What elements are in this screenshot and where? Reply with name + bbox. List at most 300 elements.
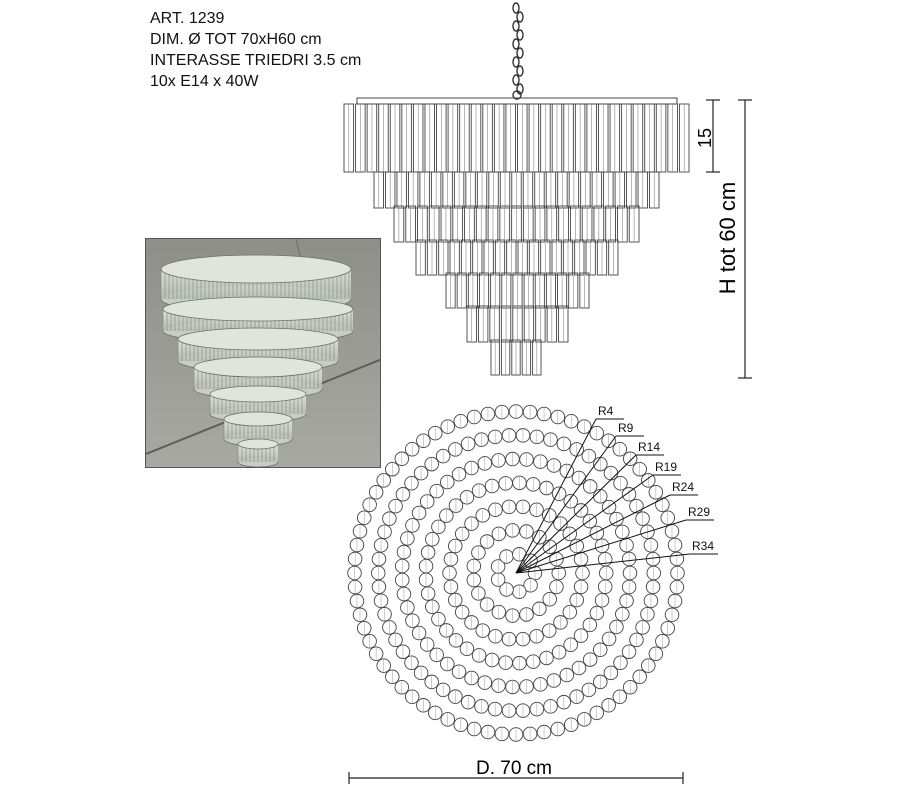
crystal-prism	[536, 306, 545, 342]
crystal-ring-element	[590, 706, 604, 720]
crystal-prism	[638, 172, 647, 208]
radius-label: R29	[688, 505, 711, 519]
diameter-dimension	[349, 772, 683, 784]
crystal-ring-element	[467, 722, 481, 736]
crystal-ring-element	[547, 459, 561, 473]
crystal-ring-element	[542, 624, 556, 638]
crystal-ring-element	[530, 629, 544, 643]
crystal-prism	[524, 306, 533, 342]
crystal-ring-element	[512, 547, 526, 561]
crystal-ring-element	[502, 632, 516, 646]
crystal-ring-element	[614, 476, 628, 490]
crystal-ring-element	[509, 405, 523, 419]
crystal-ring-element	[577, 713, 591, 727]
crystal-ring-element	[491, 560, 505, 574]
crystal-prism	[483, 104, 493, 172]
crystal-ring-element	[472, 484, 486, 498]
crystal-ring-element	[444, 552, 458, 566]
crystal-ring-element	[610, 620, 624, 634]
crystal-prism	[606, 206, 616, 242]
crystal-ring-element	[378, 525, 392, 539]
crystal-ring-element	[378, 607, 392, 621]
crystal-ring-element	[595, 593, 609, 607]
crystal-ring-element	[444, 580, 458, 594]
crystal-ring-element	[389, 499, 403, 513]
crystal-ring-element	[602, 698, 616, 712]
crystal-ring-element	[472, 546, 486, 560]
crystal-ring-element	[476, 624, 490, 638]
crystal-ring-element	[472, 649, 486, 663]
crystal-ring-element	[506, 524, 520, 538]
crystal-ring-element	[412, 626, 426, 640]
crystal-ring-element	[616, 607, 630, 621]
crystal-ring-element	[440, 475, 454, 489]
crystal-ring-element	[576, 566, 590, 580]
crystal-ring-element	[357, 621, 371, 635]
crystal-ring-element	[425, 600, 439, 614]
crystal-ring-element	[668, 594, 682, 608]
crystal-ring-element	[406, 519, 420, 533]
crystal-prism	[500, 172, 509, 208]
crystal-ring-element	[414, 466, 428, 480]
crystal-prism	[429, 206, 439, 242]
crystal-prism	[441, 206, 451, 242]
crystal-prism	[622, 104, 632, 172]
crystal-ring-element	[506, 452, 520, 466]
crystal-ring-element	[475, 433, 489, 447]
crystal-ring-element	[499, 656, 513, 670]
crystal-prism	[594, 206, 604, 242]
crystal-prism	[501, 306, 510, 342]
crystal-prism	[344, 104, 354, 172]
crystal-prism	[668, 104, 678, 172]
crystal-ring-element	[590, 426, 604, 440]
crystal-ring-element	[475, 700, 489, 714]
crystal-prism	[416, 240, 425, 275]
crystal-ring-element	[421, 587, 435, 601]
crystal-prism	[467, 306, 476, 342]
crystal-ring-element	[665, 608, 679, 622]
crystal-ring-element	[542, 509, 556, 523]
crystal-prism	[477, 172, 486, 208]
crystal-ring-element	[372, 552, 386, 566]
crystal-ring-element	[577, 420, 591, 434]
crystal-ring-element	[513, 656, 527, 670]
radius-label: R34	[692, 539, 715, 553]
crystal-ring-element	[560, 464, 574, 478]
crystal-ring-element	[449, 499, 463, 513]
crystal-ring-element	[544, 433, 558, 447]
crystal-ring-element	[449, 443, 463, 457]
crystal-ring-element	[369, 485, 383, 499]
crystal-ring-element	[620, 538, 634, 552]
crystal-prism	[633, 104, 643, 172]
crystal-ring-element	[623, 680, 637, 694]
crystal-ring-element	[610, 512, 624, 526]
plan-view	[348, 405, 685, 742]
crystal-prism	[546, 172, 555, 208]
crystal-ring-element	[454, 414, 468, 428]
crystal-ring-element	[595, 539, 609, 553]
crystal-ring-element	[481, 725, 495, 739]
radius-label: R14	[638, 440, 661, 454]
crystal-ring-element	[516, 429, 530, 443]
crystal-ring-element	[641, 659, 655, 673]
crystal-prism	[473, 240, 482, 275]
crystal-ring-element	[613, 690, 627, 704]
crystal-prism	[645, 104, 655, 172]
crystal-prism	[465, 206, 475, 242]
crystal-ring-element	[593, 489, 607, 503]
crystal-prism	[629, 206, 639, 242]
crystal-ring-element	[570, 539, 584, 553]
crystal-prism	[592, 172, 601, 208]
crystal-prism	[552, 240, 561, 275]
crystal-ring-element	[564, 494, 578, 508]
crystal-ring-element	[420, 638, 434, 652]
radius-label: R24	[672, 480, 695, 494]
crystal-ring-element	[572, 471, 586, 485]
crystal-ring-element	[500, 583, 514, 597]
crystal-ring-element	[460, 490, 474, 504]
crystal-ring-element	[405, 442, 419, 456]
crystal-ring-element	[534, 455, 548, 469]
crystal-ring-element	[372, 580, 386, 594]
crystal-prism	[491, 340, 499, 375]
spacing-spec: INTERASSE TRIEDRI 3.5 cm	[150, 52, 362, 69]
crystal-ring-element	[441, 713, 455, 727]
crystal-ring-element	[533, 602, 547, 616]
crystal-prism	[512, 172, 521, 208]
crystal-prism	[439, 240, 448, 275]
crystal-ring-element	[550, 552, 564, 566]
crystal-prism	[575, 104, 585, 172]
crystal-ring-element	[461, 437, 475, 451]
crystal-ring-element	[552, 645, 566, 659]
crystal-prism	[390, 104, 400, 172]
crystal-ring-element	[395, 680, 409, 694]
crystal-prism	[569, 273, 578, 308]
crystal-prism	[413, 104, 423, 172]
crystal-ring-element	[492, 527, 506, 541]
crystal-prism	[570, 206, 580, 242]
crystal-ring-element	[670, 580, 684, 594]
crystal-prism	[558, 172, 567, 208]
crystal-ring-element	[530, 503, 544, 517]
crystal-ring-element	[641, 525, 655, 539]
crystal-prism	[494, 104, 504, 172]
crystal-ring-element	[425, 457, 439, 471]
crystal-prism	[454, 172, 463, 208]
crystal-ring-element	[520, 453, 534, 467]
crystal-prism	[466, 172, 475, 208]
crystal-ring-element	[590, 526, 604, 540]
crystal-ring-element	[396, 488, 410, 502]
crystal-ring-element	[516, 704, 530, 718]
crystal-ring-element	[417, 698, 431, 712]
crystal-prism	[431, 172, 440, 208]
crystal-ring-element	[401, 601, 415, 615]
crystal-ring-element	[557, 695, 571, 709]
crystal-ring-element	[602, 500, 616, 514]
crystal-ring-element	[537, 407, 551, 421]
crystal-prism	[471, 104, 481, 172]
crystal-ring-element	[551, 410, 565, 424]
crystal-ring-element	[540, 651, 554, 665]
crystal-ring-element	[467, 573, 481, 587]
crystal-ring-element	[583, 653, 597, 667]
crystal-ring-element	[502, 429, 516, 443]
crystal-ring-element	[488, 702, 502, 716]
crystal-ring-element	[620, 594, 634, 608]
crystal-prism	[495, 240, 504, 275]
crystal-ring-element	[671, 566, 685, 580]
crystal-ring-element	[395, 452, 409, 466]
crystal-ring-element	[534, 678, 548, 692]
crystal-prism	[575, 240, 584, 275]
crystal-prism	[609, 240, 618, 275]
crystal-prism	[489, 172, 498, 208]
total-height-label: H tot 60 cm	[715, 181, 740, 295]
crystal-ring-element	[377, 474, 391, 488]
crystal-ring-element	[499, 477, 513, 491]
crystal-ring-element	[440, 509, 454, 523]
crystal-prism	[468, 273, 477, 308]
crystal-prism	[374, 172, 383, 208]
crystal-ring-element	[357, 511, 371, 525]
crystal-ring-element	[461, 695, 475, 709]
crystal-ring-element	[570, 443, 584, 457]
crystal-ring-element	[506, 680, 520, 694]
crystal-prism	[367, 104, 377, 172]
crystal-ring-element	[420, 495, 434, 509]
crystal-ring-element	[440, 657, 454, 671]
crystal-ring-element	[480, 598, 494, 612]
crystal-ring-element	[646, 552, 660, 566]
crystal-ring-element	[554, 517, 568, 531]
crystal-prism	[502, 273, 511, 308]
crystal-prism	[512, 340, 520, 375]
crystal-ring-element	[574, 504, 588, 518]
crystal-ring-element	[530, 430, 544, 444]
crystal-ring-element	[540, 481, 554, 495]
crystal-ring-element	[641, 607, 655, 621]
crystal-ring-element	[524, 578, 538, 592]
crystal-ring-element	[616, 525, 630, 539]
crystal-ring-element	[563, 605, 577, 619]
crystal-ring-element	[583, 514, 597, 528]
crystal-ring-element	[350, 538, 364, 552]
crystal-ring-element	[495, 405, 509, 419]
crystal-ring-element	[353, 524, 367, 538]
crystal-prism	[523, 172, 532, 208]
crystal-prism	[615, 172, 624, 208]
crystal-ring-element	[630, 633, 644, 647]
crystal-prism	[513, 306, 522, 342]
crystal-prism	[408, 172, 417, 208]
crystal-ring-element	[551, 722, 565, 736]
crystal-ring-element	[593, 643, 607, 657]
crystal-ring-element	[371, 566, 385, 580]
crystal-prism	[535, 273, 544, 308]
crystal-ring-element	[544, 700, 558, 714]
crystal-prism	[569, 172, 578, 208]
crystal-prism	[406, 206, 416, 242]
crystal-ring-element	[405, 476, 419, 490]
crystal-ring-element	[432, 520, 446, 534]
crystal-ring-element	[374, 538, 388, 552]
crystal-ring-element	[622, 580, 636, 594]
crystal-ring-element	[516, 500, 530, 514]
crystal-ring-element	[502, 500, 516, 514]
crystal-ring-element	[454, 718, 468, 732]
crystal-ring-element	[432, 612, 446, 626]
crystal-ring-element	[377, 659, 391, 673]
crystal-ring-element	[350, 594, 364, 608]
crystal-prism	[484, 240, 493, 275]
crystal-prism	[460, 104, 470, 172]
crystal-prism	[506, 104, 516, 172]
crystal-ring-element	[602, 632, 616, 646]
crystal-ring-element	[430, 648, 444, 662]
crystal-ring-element	[641, 474, 655, 488]
crystal-prism	[385, 172, 394, 208]
crystal-ring-element	[622, 552, 636, 566]
crystal-ring-element	[661, 511, 675, 525]
crystal-ring-element	[646, 580, 660, 594]
crystal-prism	[490, 306, 499, 342]
crystal-ring-element	[491, 573, 505, 587]
crystal-ring-element	[478, 676, 492, 690]
crystal-ring-element	[574, 629, 588, 643]
crystal-ring-element	[604, 466, 618, 480]
crystal-prism	[535, 206, 545, 242]
crystal-ring-element	[500, 550, 514, 564]
crystal-ring-element	[389, 633, 403, 647]
crystal-ring-element	[656, 498, 670, 512]
chandelier-photo-art	[146, 239, 381, 468]
crystal-ring-element	[526, 655, 540, 669]
crystal-ring-element	[412, 506, 426, 520]
crystal-ring-element	[630, 499, 644, 513]
crystal-prism	[379, 104, 389, 172]
crystal-ring-element	[594, 457, 608, 471]
radius-label: R19	[655, 460, 678, 474]
height-dimension	[706, 100, 752, 378]
crystal-prism	[501, 340, 509, 375]
crystal-prism	[513, 273, 522, 308]
crystal-ring-element	[623, 566, 637, 580]
crystal-ring-element	[428, 706, 442, 720]
crystal-ring-element	[516, 632, 530, 646]
crystal-ring-element	[572, 661, 586, 675]
crystal-ring-element	[528, 566, 542, 580]
crystal-prism	[529, 104, 539, 172]
crystal-ring-element	[395, 559, 409, 573]
crystal-ring-element	[623, 452, 637, 466]
crystal-ring-element	[495, 727, 509, 741]
radius-callouts	[516, 404, 718, 573]
crystal-prism	[541, 104, 551, 172]
crystal-ring-element	[489, 629, 503, 643]
crystal-ring-element	[460, 642, 474, 656]
crystal-prism	[563, 240, 572, 275]
crystal-ring-element	[425, 532, 439, 546]
crystal-ring-element	[520, 608, 534, 622]
crystal-ring-element	[467, 410, 481, 424]
crystal-prism	[478, 306, 487, 342]
crystal-prism	[397, 172, 406, 208]
crystal-ring-element	[594, 675, 608, 689]
crystal-ring-element	[405, 690, 419, 704]
crystal-ring-element	[441, 420, 455, 434]
crystal-ring-element	[506, 609, 520, 623]
crystal-ring-element	[417, 434, 431, 448]
crystal-ring-element	[374, 594, 388, 608]
crystal-ring-element	[564, 718, 578, 732]
article-number: ART. 1239	[150, 10, 225, 27]
crystal-prism	[552, 104, 562, 172]
crystal-ring-element	[480, 535, 494, 549]
crystal-ring-element	[633, 462, 647, 476]
crystal-ring-element	[348, 566, 362, 580]
crystal-ring-element	[448, 593, 462, 607]
crystal-ring-element	[563, 527, 577, 541]
crystal-prism	[559, 206, 569, 242]
crystal-ring-element	[428, 426, 442, 440]
crystal-prism	[529, 240, 538, 275]
crystal-ring-element	[644, 594, 658, 608]
crystal-ring-element	[363, 498, 377, 512]
crystal-ring-element	[452, 665, 466, 679]
crystal-ring-element	[582, 683, 596, 697]
crystal-ring-element	[552, 487, 566, 501]
crystal-ring-element	[582, 449, 596, 463]
crystal-prism	[488, 206, 498, 242]
crystal-ring-element	[421, 546, 435, 560]
crystal-ring-element	[636, 512, 650, 526]
crystal-ring-element	[385, 462, 399, 476]
crystal-ring-element	[430, 484, 444, 498]
chandelier-photo	[145, 238, 381, 468]
crystal-ring-element	[348, 552, 362, 566]
crystal-ring-element	[668, 538, 682, 552]
crystal-prism	[512, 206, 522, 242]
crystal-ring-element	[465, 461, 479, 475]
crystal-prism	[541, 240, 550, 275]
crystal-ring-element	[604, 666, 618, 680]
crystal-ring-element	[363, 634, 377, 648]
crystal-ring-element	[583, 618, 597, 632]
crystal-ring-element	[436, 449, 450, 463]
crystal-ring-element	[526, 478, 540, 492]
crystal-ring-element	[622, 645, 636, 659]
crystal-ring-element	[485, 479, 499, 493]
crystal-prism	[650, 172, 659, 208]
crystal-ring-element	[644, 538, 658, 552]
crystal-prism	[581, 172, 590, 208]
crystal-prism	[558, 273, 567, 308]
crystal-ring-element	[564, 638, 578, 652]
crystal-prism	[546, 273, 555, 308]
crystal-ring-element	[449, 634, 463, 648]
crystal-prism	[448, 104, 458, 172]
crystal-prism	[507, 240, 516, 275]
crystal-prism	[524, 273, 533, 308]
crystal-ring-element	[602, 434, 616, 448]
crystal-ring-element	[649, 485, 663, 499]
crystal-ring-element	[598, 580, 612, 594]
